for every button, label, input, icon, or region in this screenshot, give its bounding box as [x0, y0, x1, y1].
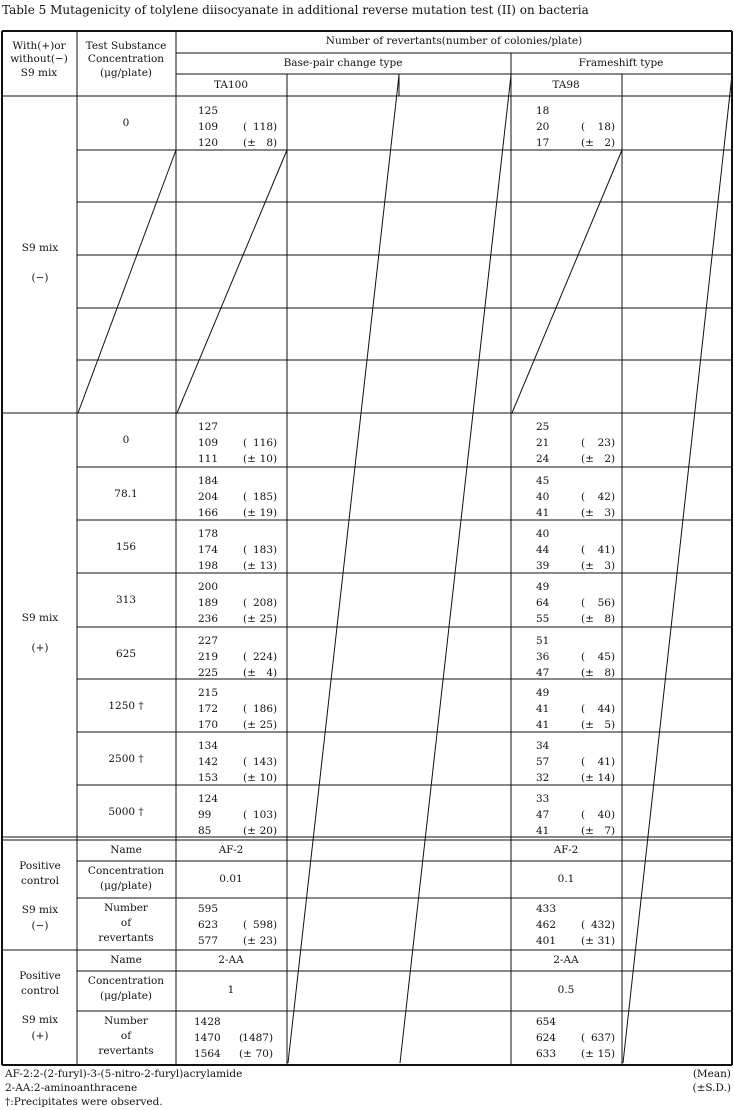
- ta100-value: 219: [198, 651, 219, 663]
- paren: ): [611, 651, 616, 663]
- ta98-mean: 56: [597, 597, 611, 609]
- paren: ): [273, 544, 278, 556]
- ta100-sd: 13: [259, 560, 273, 572]
- paren: ): [273, 491, 278, 503]
- paren: ): [273, 719, 278, 731]
- header-conc: Concentration: [87, 53, 165, 65]
- ta98-control-mean: 432: [590, 919, 611, 931]
- ta98-value: 41: [536, 703, 550, 715]
- paren: ): [273, 651, 278, 663]
- ta100-control-name: 2-AA: [218, 954, 244, 966]
- ta100-control-sd: 70: [255, 1048, 269, 1060]
- ta100-mean: 118: [252, 121, 273, 133]
- ta100-sd: 20: [259, 825, 273, 837]
- positive-control-label: control: [21, 875, 59, 887]
- paren: ): [611, 825, 616, 837]
- ta98-value: 49: [536, 581, 550, 593]
- paren: ): [611, 560, 616, 572]
- ta98-control-value: 462: [536, 919, 557, 931]
- header-s9: without(−): [10, 53, 68, 65]
- ta100-control-name: AF-2: [218, 844, 244, 856]
- ta98-value: 45: [536, 475, 550, 487]
- concentration: 313: [115, 594, 137, 606]
- paren: ): [611, 756, 616, 768]
- ta100-control-mean: 1487: [242, 1032, 269, 1044]
- diagonal-line: [400, 75, 511, 1063]
- ta98-value: 24: [536, 453, 550, 465]
- ta98-value: 21: [536, 437, 550, 449]
- ta100-value: 215: [198, 687, 219, 699]
- paren: (: [243, 809, 248, 821]
- header-base-pair: Base-pair change type: [283, 57, 403, 69]
- ta100-control-value: 595: [198, 903, 219, 915]
- paren: ): [273, 137, 278, 149]
- paren: (±: [581, 1048, 594, 1060]
- ta100-sd: 25: [259, 613, 273, 625]
- ta98-value: 41: [536, 507, 550, 519]
- ta100-value: 225: [198, 667, 219, 679]
- ta100-sd: 25: [259, 719, 273, 731]
- paren: ): [273, 756, 278, 768]
- positive-control-label: S9 mix: [21, 1014, 59, 1026]
- s9-plus-label: S9 mix: [21, 612, 59, 624]
- ta98-control-conc: 0.1: [557, 872, 575, 885]
- ta100-control-mean: 598: [252, 919, 273, 931]
- paren: (: [581, 121, 586, 133]
- paren: (±: [243, 560, 256, 572]
- paren: ): [611, 453, 616, 465]
- paren: ): [273, 825, 278, 837]
- header-s9: With(+)or: [12, 40, 66, 52]
- ta98-mean: 18: [597, 121, 611, 133]
- paren: ): [273, 919, 278, 931]
- paren: ): [611, 507, 616, 519]
- ta100-value: 109: [198, 437, 219, 449]
- revertants-label: Number: [104, 1015, 148, 1027]
- paren: ): [273, 597, 278, 609]
- ta100-sd: 8: [266, 137, 273, 149]
- legend-sd: (±S.D.): [692, 1082, 731, 1094]
- revertants-label: of: [120, 917, 132, 929]
- header-revertants: Number of revertants(number of colonies/plate): [325, 35, 583, 47]
- ta100-value: 109: [198, 121, 219, 133]
- paren: ): [611, 491, 616, 503]
- ta98-mean: 45: [597, 651, 611, 663]
- ta98-sd: 3: [604, 560, 611, 572]
- revertants-label: Number: [104, 902, 148, 914]
- ta100-value: 227: [198, 635, 219, 647]
- paren: (: [581, 919, 586, 931]
- footnote: AF-2:2-(2-furyl)-3-(5-nitro-2-furyl)acrylamide: [5, 1068, 243, 1080]
- ta98-sd: 2: [604, 453, 611, 465]
- ta98-value: 41: [536, 719, 550, 731]
- ta98-value: 32: [536, 772, 550, 784]
- ta100-control-value: 1428: [194, 1016, 221, 1028]
- paren: ): [611, 772, 616, 784]
- ta100-value: 85: [198, 825, 212, 837]
- paren: (: [243, 437, 248, 449]
- paren: ): [611, 719, 616, 731]
- concentration-label: Concentration: [87, 865, 165, 877]
- paren: (: [243, 651, 248, 663]
- ta98-control-value: 633: [536, 1048, 557, 1060]
- paren: ): [273, 772, 278, 784]
- paren: (±: [243, 507, 256, 519]
- paren: ): [611, 613, 616, 625]
- ta98-value: 64: [536, 597, 550, 609]
- paren: ): [273, 121, 278, 133]
- paren: (±: [243, 772, 256, 784]
- concentration: 2500 †: [108, 753, 144, 765]
- paren: (: [581, 1032, 586, 1044]
- ta100-mean: 143: [252, 756, 273, 768]
- ta100-control-value: 577: [198, 935, 219, 947]
- paren: (±: [581, 935, 594, 947]
- ta98-value: 20: [536, 121, 550, 133]
- ta100-mean: 224: [252, 651, 273, 663]
- paren: ): [273, 667, 278, 679]
- ta98-value: 41: [536, 825, 550, 837]
- ta100-sd: 4: [266, 667, 273, 679]
- ta100-control-conc: 0.01: [219, 872, 243, 885]
- concentration-label: (μg/plate): [99, 880, 153, 892]
- ta98-value: 25: [536, 421, 550, 433]
- diagonal-line: [78, 150, 176, 413]
- paren: (: [239, 1032, 244, 1044]
- s9-minus-sign: (−): [31, 272, 49, 284]
- ta100-control-value: 1564: [194, 1048, 221, 1060]
- paren: ): [611, 121, 616, 133]
- ta100-value: 172: [198, 703, 219, 715]
- ta98-mean: 41: [597, 544, 611, 556]
- positive-control-label: Positive: [19, 970, 61, 982]
- ta100-control-value: 623: [198, 919, 219, 931]
- paren: (±: [581, 772, 594, 784]
- ta100-value: 166: [198, 507, 219, 519]
- paren: (: [243, 919, 248, 931]
- paren: (±: [581, 719, 594, 731]
- ta100-value: 204: [198, 491, 219, 503]
- ta98-control-name: 2-AA: [553, 954, 579, 966]
- concentration: 5000 †: [108, 806, 144, 818]
- ta98-value: 57: [536, 756, 550, 768]
- name-label: Name: [110, 844, 142, 856]
- ta98-control-sd: 31: [597, 935, 611, 947]
- paren: (: [581, 651, 586, 663]
- paren: ): [611, 809, 616, 821]
- ta98-mean: 23: [597, 437, 611, 449]
- paren: (: [581, 597, 586, 609]
- paren: (: [243, 756, 248, 768]
- paren: (: [581, 809, 586, 821]
- paren: (: [581, 491, 586, 503]
- ta100-value: 236: [198, 613, 219, 625]
- diagonal-line: [623, 75, 732, 1063]
- ta98-value: 39: [536, 560, 550, 572]
- paren: ): [273, 809, 278, 821]
- paren: (±: [243, 137, 256, 149]
- ta98-control-sd: 15: [597, 1048, 611, 1060]
- ta100-mean: 183: [252, 544, 273, 556]
- ta100-value: 174: [198, 544, 219, 556]
- ta98-mean: 40: [597, 809, 611, 821]
- ta100-value: 127: [198, 421, 219, 433]
- header-s9: S9 mix: [20, 67, 58, 79]
- concentration: 1250 †: [108, 700, 144, 712]
- header-conc: (μg/plate): [99, 67, 153, 79]
- ta100-value: 153: [198, 772, 219, 784]
- ta98-value: 18: [536, 105, 550, 117]
- ta100-value: 198: [198, 560, 219, 572]
- ta98-value: 40: [536, 491, 550, 503]
- paren: ): [611, 544, 616, 556]
- paren: ): [273, 453, 278, 465]
- concentration: 156: [115, 541, 137, 553]
- ta98-control-value: 624: [536, 1032, 557, 1044]
- ta98-control-value: 654: [536, 1016, 557, 1028]
- ta100-value: 125: [198, 105, 219, 117]
- ta100-value: 142: [198, 756, 219, 768]
- positive-control-label: S9 mix: [21, 904, 59, 916]
- paren: ): [611, 919, 616, 931]
- ta100-value: 120: [198, 137, 219, 149]
- footnote: †:Precipitates were observed.: [5, 1096, 163, 1108]
- paren: ): [611, 1048, 616, 1060]
- paren: (±: [239, 1048, 252, 1060]
- ta100-value: 178: [198, 528, 219, 540]
- s9-minus-label: S9 mix: [21, 242, 59, 254]
- diagonal-line: [288, 75, 399, 1063]
- paren: ): [273, 560, 278, 572]
- ta98-sd: 5: [604, 719, 611, 731]
- concentration: 0: [122, 117, 130, 129]
- ta98-sd: 14: [597, 772, 611, 784]
- concentration: 0: [122, 434, 130, 446]
- ta98-control-value: 401: [536, 935, 557, 947]
- ta98-sd: 8: [604, 667, 611, 679]
- diagonal-line: [512, 150, 622, 413]
- concentration-label: (μg/plate): [99, 990, 153, 1002]
- ta100-sd: 19: [259, 507, 273, 519]
- paren: (±: [243, 613, 256, 625]
- revertants-label: revertants: [98, 932, 154, 944]
- ta98-value: 47: [536, 667, 550, 679]
- legend-mean: (Mean): [692, 1068, 731, 1080]
- header-ta100: TA100: [213, 79, 249, 91]
- paren: ): [269, 1032, 274, 1044]
- paren: (±: [243, 935, 256, 947]
- paren: (±: [581, 825, 594, 837]
- diagonal-line: [177, 150, 287, 413]
- header-frameshift: Frameshift type: [578, 57, 664, 69]
- positive-control-label: Positive: [19, 860, 61, 872]
- ta100-mean: 116: [252, 437, 273, 449]
- paren: (±: [581, 613, 594, 625]
- ta98-sd: 2: [604, 137, 611, 149]
- revertants-label: of: [120, 1030, 132, 1042]
- ta100-value: 111: [198, 453, 219, 465]
- ta98-value: 33: [536, 793, 550, 805]
- paren: ): [273, 507, 278, 519]
- paren: (: [581, 437, 586, 449]
- paren: (: [243, 544, 248, 556]
- ta100-mean: 186: [252, 703, 273, 715]
- ta98-value: 47: [536, 809, 550, 821]
- ta98-value: 49: [536, 687, 550, 699]
- paren: (: [243, 491, 248, 503]
- ta98-value: 17: [536, 137, 550, 149]
- ta98-mean: 44: [597, 703, 611, 715]
- ta98-mean: 41: [597, 756, 611, 768]
- footnote: 2-AA:2-aminoanthracene: [5, 1082, 138, 1094]
- ta100-sd: 10: [259, 453, 273, 465]
- paren: (±: [581, 137, 594, 149]
- concentration: 625: [115, 648, 137, 660]
- ta98-control-conc: 0.5: [557, 984, 575, 996]
- ta100-control-conc: 1: [227, 984, 235, 996]
- paren: (: [581, 703, 586, 715]
- ta98-value: 34: [536, 740, 550, 752]
- positive-control-label: (−): [31, 920, 49, 932]
- header-conc: Test Substance: [85, 40, 167, 52]
- paren: (±: [581, 507, 594, 519]
- ta100-mean: 208: [252, 597, 273, 609]
- concentration: 78.1: [114, 488, 138, 500]
- paren: ): [611, 667, 616, 679]
- ta100-value: 124: [198, 793, 219, 805]
- paren: ): [611, 437, 616, 449]
- positive-control-label: (+): [31, 1030, 49, 1042]
- ta98-sd: 3: [604, 507, 611, 519]
- paren: ): [273, 935, 278, 947]
- ta98-value: 40: [536, 528, 550, 540]
- ta98-value: 51: [536, 635, 550, 647]
- paren: (: [581, 544, 586, 556]
- paren: ): [273, 703, 278, 715]
- ta100-control-sd: 23: [259, 935, 273, 947]
- ta100-value: 134: [198, 740, 219, 752]
- ta100-control-value: 1470: [194, 1032, 221, 1044]
- concentration-label: Concentration: [87, 975, 165, 987]
- ta98-mean: 42: [597, 491, 611, 503]
- paren: ): [611, 1032, 616, 1044]
- ta98-control-mean: 637: [590, 1032, 611, 1044]
- ta100-value: 170: [198, 719, 219, 731]
- paren: ): [611, 935, 616, 947]
- paren: (±: [243, 825, 256, 837]
- ta100-sd: 10: [259, 772, 273, 784]
- paren: (: [243, 121, 248, 133]
- table-title: Table 5 Mutagenicity of tolylene diisocyanate in additional reverse mutation test (II) on bacteria: [2, 3, 589, 17]
- ta98-value: 36: [536, 651, 550, 663]
- ta100-value: 189: [198, 597, 219, 609]
- paren: (±: [581, 667, 594, 679]
- ta100-mean: 103: [252, 809, 273, 821]
- paren: ): [273, 613, 278, 625]
- paren: (±: [581, 560, 594, 572]
- s9-plus-sign: (+): [31, 642, 49, 654]
- ta100-value: 184: [198, 475, 219, 487]
- ta98-control-name: AF-2: [553, 844, 579, 856]
- ta98-sd: 8: [604, 613, 611, 625]
- ta98-control-value: 433: [536, 903, 557, 915]
- ta100-mean: 185: [252, 491, 273, 503]
- ta98-value: 44: [536, 544, 550, 556]
- paren: (: [243, 597, 248, 609]
- ta100-value: 99: [198, 809, 212, 821]
- ta98-value: 55: [536, 613, 550, 625]
- name-label: Name: [110, 954, 142, 966]
- ta98-sd: 7: [604, 825, 611, 837]
- paren: ): [611, 597, 616, 609]
- paren: (: [581, 756, 586, 768]
- paren: (: [243, 703, 248, 715]
- ta100-value: 200: [198, 581, 219, 593]
- paren: ): [611, 703, 616, 715]
- positive-control-label: control: [21, 985, 59, 997]
- paren: ): [273, 437, 278, 449]
- paren: (±: [243, 453, 256, 465]
- paren: (±: [581, 453, 594, 465]
- paren: ): [269, 1048, 274, 1060]
- paren: (±: [243, 667, 256, 679]
- paren: ): [611, 137, 616, 149]
- paren: (±: [243, 719, 256, 731]
- revertants-label: revertants: [98, 1045, 154, 1057]
- header-ta98: TA98: [552, 79, 580, 91]
